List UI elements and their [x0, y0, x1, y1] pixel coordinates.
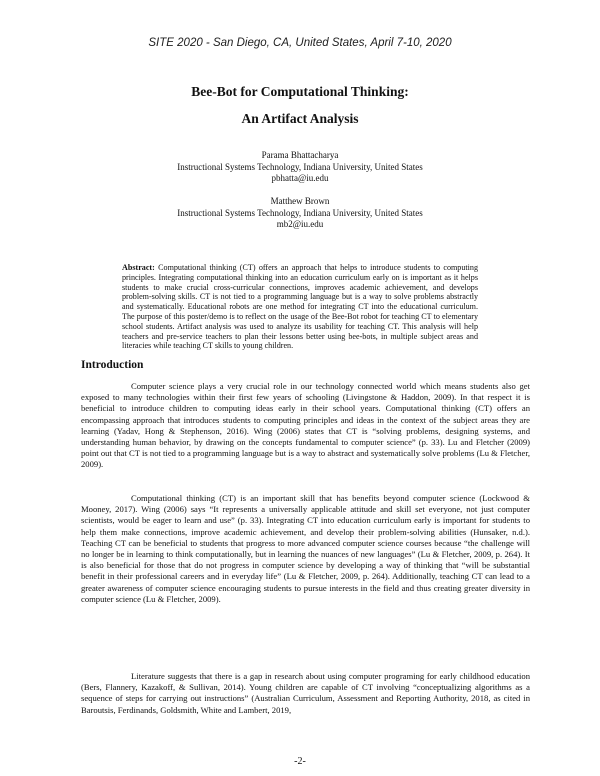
intro-paragraph-2: Computational thinking (CT) is an important skill that has benefits beyond computer science (Lockwood & Mooney, 2017). Wing (2006) says “It represents a universally applicable attitude and skill set everyone, not just computer scientists, would be eager to learn and use” (p. 33). Integrating CT into education curriculum early is important for students to help them make connections, improve academic achievement, and develop their problem-solving abilities (Hunsaker, n.d.). Teaching CT can be beneficial to students that progress to more advanced computer science courses because “the challenge will no longer be in learning to think computationally, but in learning the nuances of new languages” (Lu & Fletcher, 2009, p. 264). It is also beneficial for those that do not progress in computer science by developing a way of thinking that “will be substantial benefit in their professional careers and in everyday life” (Lu & Fletcher, 2009, p. 264). Additionally, teaching CT can lead to a greater awareness of computer science encouraging students to pursue interests in the field and thus creating greater diversity in computer science (Lu & Fletcher, 2009).: [81, 493, 530, 604]
author-name: Matthew Brown: [270, 196, 330, 206]
paper-title-line-2: An Artifact Analysis: [241, 111, 359, 126]
intro-paragraph-3: Literature suggests that there is a gap in research about using computer programing for early childhood education (Bers, Flannery, Kazakoff, & Sullivan, 2014). Young children are capable of CT involving “conceptualizing algorithms as a sequence of steps for carrying out instructions” (Australian Curriculum, Assessment and Reporting Authority, 2018, as cited in Baroutsis, Ferdinands, Goldsmith, White and Lambert, 2019,: [81, 671, 530, 715]
author-email: mb2@iu.edu: [276, 219, 324, 229]
abstract-text: Computational thinking (CT) offers an approach that helps to introduce students to computing principles. Integrating computational thinking into an education curriculum early on is important as it helps students to make crucial cross-curricular connections, improves academic achievement, and develops problem-solving skills. CT is not tied to a programming language but is a way to solve problems abstractly and systematically. Educational robots are one method for integrating CT into the educational curriculum. The purpose of this poster/demo is to reflect on the usage of the Bee-Bot robot for teaching CT to elementary school students. Artifact analysis was used to analyze its usability for teaching CT. This analysis will help teachers and pre-service teachers to plan their lessons better using bee-bots, in multiple subject areas and literacies while teaching CT skills to young children.: [122, 263, 478, 351]
page-number: -2-: [294, 756, 306, 767]
author-block-1: [0, 150, 600, 185]
running-header: SITE 2020 - San Diego, CA, United States, April 7-10, 2020: [148, 37, 452, 49]
author-name: Parama Bhattacharya: [261, 150, 339, 160]
author-block-2: [0, 196, 600, 231]
abstract: [122, 263, 478, 351]
author-affiliation: Instructional Systems Technology, Indiana University, United States: [177, 207, 423, 218]
paper-title-line-1: Bee-Bot for Computational Thinking:: [191, 84, 409, 99]
author-email: pbhatta@iu.edu: [271, 173, 329, 183]
intro-paragraph-1: Computer science plays a very crucial role in our technology connected world which means students also get exposed to many technologies within their first few years of schooling (Livingstone & Haddon, 2009). In that respect it is beneficial to introduce children to computing ideas early in their school years. Computational thinking (CT) offers an encompassing approach that introduces students to computing principles and ideas in the context of the subject areas they are learning (Yadav, Hong & Stephenson, 2016). Wing (2006) states that CT is “solving problems, designing systems, and understanding human behavior, by drawing on the concepts fundamental to computer science” (p. 33). Lu and Fletcher (2009) point out that CT is not tied to a programming language but is a way to abstract and systematically solve problems (Lu & Fletcher, 2009).: [81, 381, 530, 470]
abstract-label: Abstract:: [122, 263, 155, 272]
author-affiliation: Instructional Systems Technology, Indiana University, United States: [177, 161, 423, 172]
section-heading-introduction: Introduction: [81, 359, 144, 371]
